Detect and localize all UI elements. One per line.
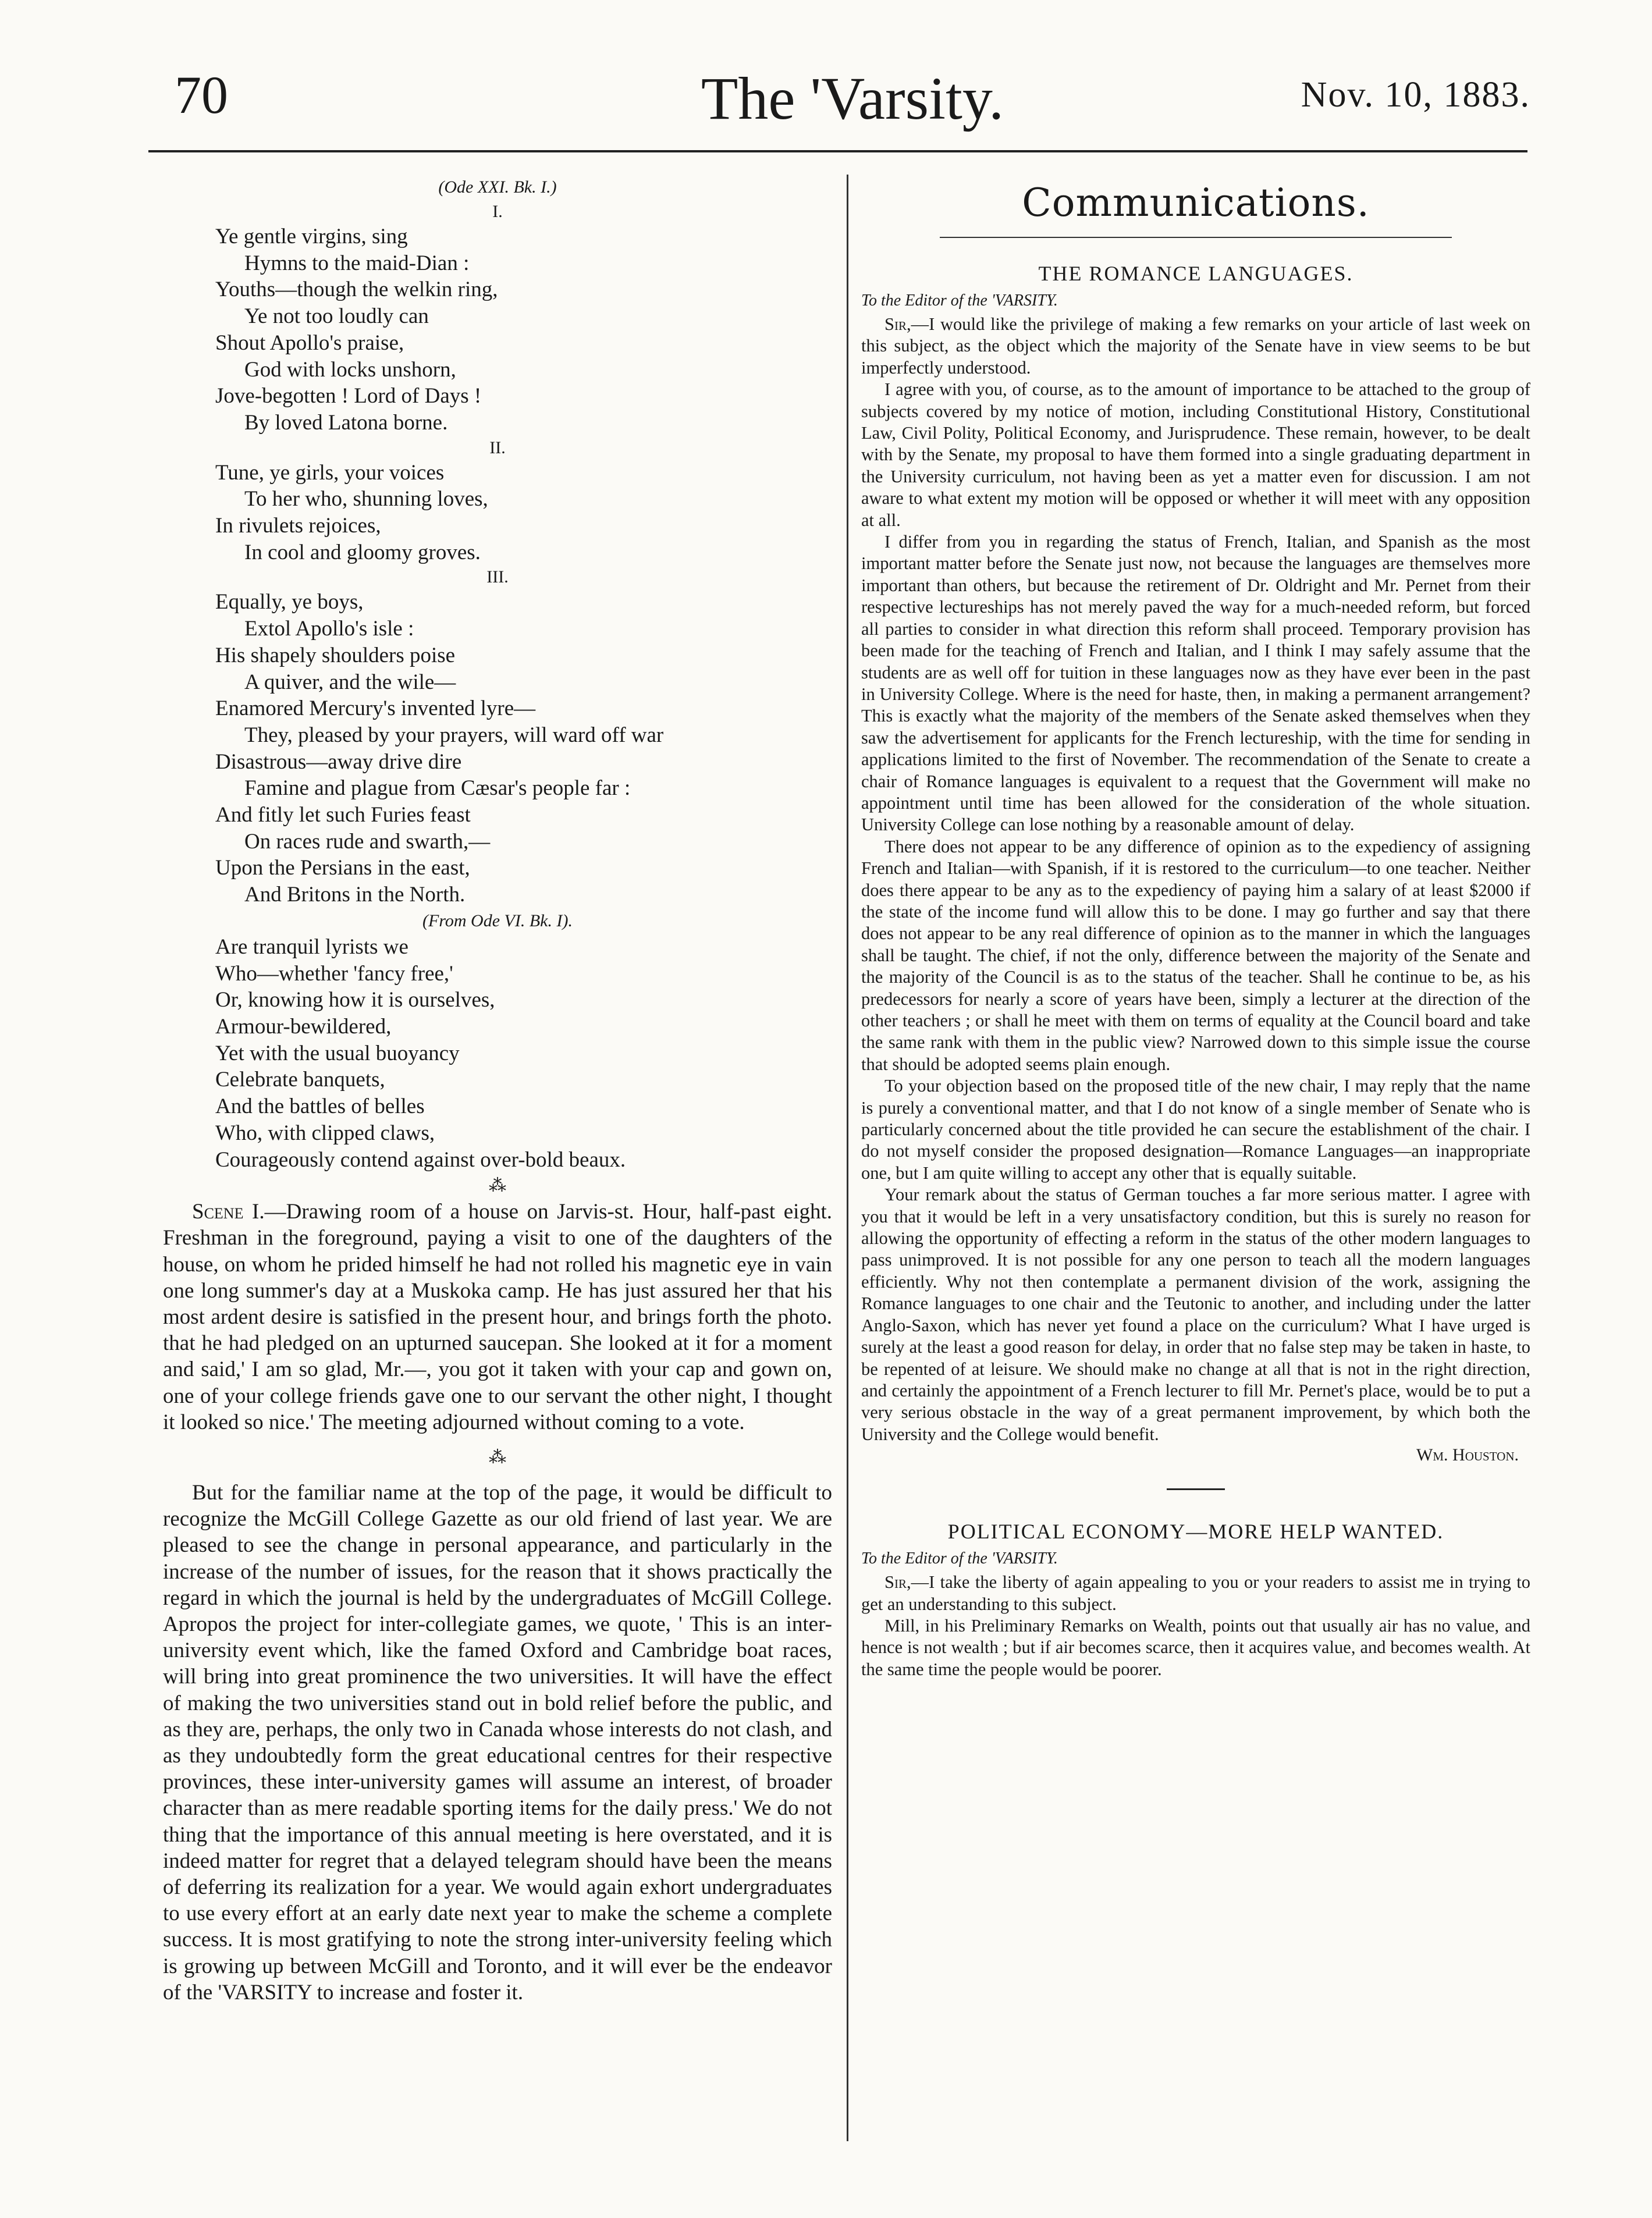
scene-paragraph	[163, 1199, 832, 1435]
left-column	[163, 175, 832, 2006]
to-editor-line: To the Editor of the 'VARSITY.	[861, 292, 1058, 310]
verse-line: Jove-begotten ! Lord of Days !	[215, 384, 482, 408]
verse-line: Ye not too loudly can	[244, 304, 429, 329]
verse-line: Enamored Mercury's invented lyre—	[215, 696, 536, 721]
scene-label: Scene I.	[192, 1200, 265, 1224]
section-title: Communications.	[1022, 180, 1370, 225]
verse-line: A quiver, and the wile—	[244, 670, 456, 694]
header-rule	[148, 150, 1527, 152]
verse-line: Equally, ye boys,	[215, 590, 364, 614]
verse-line: Yet with the usual buoyancy	[215, 1041, 460, 1065]
political-economy-letter	[861, 1572, 1530, 1680]
verse-line: Who, with clipped claws,	[215, 1121, 435, 1145]
letter-heading: POLITICAL ECONOMY—MORE HELP WANTED.	[947, 1520, 1444, 1544]
verse-line: Ye gentle virgins, sing	[215, 225, 408, 248]
paragraph-text: There does not appear to be any difference of opinion as to the expediency of assigning French and Italian—with Spanish, if it is restored to the curriculum—to one teacher. Neither does there appear to be any as to the expediency of paying him a salary of at least $2000 if the state of the income fund will allow this to be done. I may go further and say that there does not appear to be any real difference of opinion as to the manner in which the languages shall be taught. The chief, if not the only, difference between the majority of the Senate and the majority of the Council is as to the status of the teacher. Shall he continue to be, as his predecessors for nearly a score of years have been, simply a lecturer at the direction of the other teachers ; or shall he meet with them on terms of equality at the Council board and take the same rank with them in the public view? Narrowed down to this simple issue the course that should be adopted seems plain enough.	[861, 836, 1530, 1074]
column-divider	[847, 175, 848, 2141]
verse-line: They, pleased by your prayers, will ward off war	[244, 723, 664, 747]
stanza	[163, 460, 832, 566]
masthead-title: The 'Varsity.	[701, 65, 1004, 132]
paragraph-text: Mill, in his Preliminary Remarks on Wealth, points out that usually air has no value, and hence is not wealth ; but if air becomes scarce, then it acquires value, and becomes wealth. At the same time the people would be poorer.	[861, 1615, 1530, 1679]
paragraph-text: To your objection based on the proposed title of the new chair, I may reply that the name is purely a conventional matter, and that I do not know of a single member of Senate who is particularly concerned about the title provided he can secure the establishment of the chair. I do not myself consider the proposed designation—Romance Languages—an inappropriate one, but I am quite willing to accept any other that is equally suitable.	[861, 1076, 1530, 1183]
verse-line: Celebrate banquets,	[215, 1068, 385, 1092]
salutation: Sir,	[884, 1572, 911, 1593]
stanza-numeral: III.	[486, 567, 509, 587]
verse-line: To her who, shunning loves,	[244, 487, 488, 511]
paragraph-text: —I would like the privilege of making a few remarks on your article of last week on this subject, as the object which the majority of the Senate have in view seems to be but imperfectly understood.	[861, 314, 1530, 378]
letter-heading: THE ROMANCE LANGUAGES.	[1038, 262, 1353, 285]
letter-paragraph	[861, 314, 1530, 379]
verse-line: God with locks unshorn,	[244, 357, 456, 382]
paragraph-text: —I take the liberty of again appealing to you or your readers to assist me in trying to get an understanding to this subject.	[861, 1572, 1530, 1614]
letter-paragraph	[861, 531, 1530, 836]
paragraph-text: I agree with you, of course, as to the amount of importance to be attached to the group of subjects covered by my notice of motion, including Constitutional History, Constitutional Law, Civil Polity, Political Economy, and Jurisprudence. These remain, however, to be dealt with by the Senate, my proposal to have them formed into a single graduating department in the University curriculum, not having been as yet a matter even for discussion. I am not aware to what extent my motion will be opposed or whether it will meet with any opposition at all.	[861, 379, 1530, 530]
letter-paragraph	[861, 1615, 1530, 1680]
verse-line: Hymns to the maid-Dian :	[244, 251, 470, 275]
salutation: Sir,	[884, 314, 911, 334]
to-editor-line: To the Editor of the 'VARSITY.	[861, 1549, 1058, 1568]
signature: Wm. Houston.	[1416, 1445, 1519, 1465]
separator-rule	[1167, 1488, 1225, 1490]
paragraph-text: I differ from you in regarding the status of French, Italian, and Spanish as the most important matter before the Senate just now, not because the languages are themselves more important than others, but because the retirement of Dr. Oldright and Mr. Pernet from their respective lectureships has not merely paved the way for a much-needed reform, but forced all parties to consider in what direction this reform shall proceed. Temporary provision has been made for the teaching of French and Italian, and I think I may safely assume that the students are as well off for tuition in these languages now as they have ever been in the past in University College. Where is the need for haste, then, in making a permanent arrangement? This is exactly what the majority of the members of the Senate asked themselves when they saw the advertisement for applicants for the French lectureship, with the time for sending in applications limited to the first of November. The recommendation of the Senate to create a chair of Romance languages is equivalent to a request that the Government will make no appointment until time has been allowed for the consideration of the whole situation. University College can lose nothing by a reasonable amount of delay.	[861, 532, 1530, 835]
letter-paragraph	[861, 379, 1530, 531]
section-rule	[940, 237, 1452, 238]
verse-line: By loved Latona borne.	[244, 410, 448, 435]
mcgill-paragraph: But for the familiar name at the top of the page, it would be difficult to recognize the McGill College Gazette as our old friend of last year. We are pleased to see the change in personal appearance, and particularly in the increase of the number of issues, for the reason that it shows practically the regard in which the journal is held by the undergraduates of McGill College. Apropos the project for inter-collegiate games, we quote, ' This is an inter-university event which, like the famed Oxford and Cambridge boat races, will bring into great prominence the two universities. It will have the effect of making the two universities stand out in bold relief before the public, and as they are, perhaps, the only two in Canada whose interests do not clash, and as they undoubtedly form the great educational centres for their respective provinces, these inter-university games will assume an interest, of broader character than as mere readable sporting items for the daily press.' We do not thing that the importance of this annual meeting is here overstated, and it is indeed matter for regret that a delayed telegram should have been the means of deferring its realization for a year. We would again exhort undergraduates to use every effort at an early date next year to make the scheme a complete success. It is most gratifying to note the strong inter-university feeling which is growing up between McGill and Toronto, and it will ever be the endeavor of the 'VARSITY to increase and foster it.	[163, 1481, 832, 2004]
stanza	[163, 223, 832, 436]
verse-line: And the battles of belles	[215, 1094, 425, 1119]
verse-line: On races rude and swarth,—	[244, 829, 491, 854]
ode-source: (From Ode VI. Bk. I).	[422, 911, 573, 930]
scene-text: —Drawing room of a house on Jarvis-st. Hour, half-past eight. Freshman in the foreground, paying a visit to one of the daughters of the house, on whom he prided himself he had not rolled his magnetic eye in vain one long summer's day at a Muskoka camp. He has just assured her that his most ardent desire is satisfied in the present hour, and brings forth the photo. that he had pledged on an upturned saucepan. She looked at it for a moment and said,' I am so glad, Mr.—, you got it taken with your cap and gown on, one of your college friends gave one to our servant the other night, I thought it looked so nice.' The meeting adjourned without coming to a vote.	[163, 1200, 832, 1434]
verse-line: Extol Apollo's isle :	[244, 617, 414, 641]
verse-line: And Britons in the North.	[244, 883, 466, 907]
letter-paragraph	[861, 836, 1530, 1075]
asterism: ⁂	[489, 1176, 506, 1196]
verse-line: Upon the Persians in the east,	[215, 856, 470, 880]
paragraph-text: Your remark about the status of German touches a far more serious matter. I agree with you that it would be left in a very unsatisfactory condition, but this is surely no reason for allowing the opportunity of effecting a reform in the status of the other modern languages to pass unimproved. It is not possible for any one person to teach all the modern languages efficiently. Why not then contemplate a permanent division of the work, assigning the Romance languages to one chair and the Teutonic to another, and including under the latter Anglo-Saxon, which has never yet found a place on the curriculum? What I have urged is surely at the least a good reason for delay, in order that no false step may be taken in haste, to be repented of at leisure. We should make no change at all that is not in the right direction, and certainly the appointment of a French lecturer to fill Mr. Pernet's place, would be to put a very serious obstacle in the way of a great permanent improvement, by which both the University and the College would benefit.	[861, 1185, 1530, 1444]
page-header	[175, 64, 1530, 145]
verse-line: In rivulets rejoices,	[215, 514, 381, 538]
verse-line: His shapely shoulders poise	[215, 643, 456, 667]
verse-line: Are tranquil lyrists we	[215, 934, 408, 959]
romance-languages-letter	[861, 314, 1530, 1445]
issue-date: Nov. 10, 1883.	[1301, 75, 1530, 115]
verse-line: Armour-bewildered,	[215, 1014, 392, 1039]
verse-line: Tune, ye girls, your voices	[215, 460, 445, 485]
letter-paragraph	[861, 1075, 1530, 1184]
page-number: 70	[175, 65, 228, 125]
right-column	[861, 175, 1530, 1680]
stanza	[163, 589, 832, 908]
verse-line: Who—whether 'fancy free,'	[215, 961, 453, 986]
asterism: ⁂	[489, 1448, 506, 1467]
verse-line: Youths—though the welkin ring,	[215, 278, 498, 302]
verse-line: And fitly let such Furies feast	[215, 803, 471, 827]
verse-line: Shout Apollo's praise,	[215, 330, 404, 355]
stanza-numeral: II.	[489, 438, 506, 457]
letter-paragraph	[861, 1184, 1530, 1445]
ode-source: (Ode XXI. Bk. I.)	[438, 177, 557, 197]
verse-line: Courageously contend against over-bold beaux.	[215, 1147, 626, 1172]
verse-line: Famine and plague from Cæsar's people far :	[244, 776, 631, 801]
ode-xxi	[163, 200, 832, 908]
letter-paragraph	[861, 1572, 1530, 1615]
verse-line: In cool and gloomy groves.	[244, 540, 481, 564]
verse-line: Disastrous—away drive dire	[215, 749, 462, 774]
ode-vi	[163, 934, 832, 1173]
verse-line: Or, knowing how it is ourselves,	[215, 988, 495, 1012]
stanza-numeral: I.	[492, 202, 503, 221]
